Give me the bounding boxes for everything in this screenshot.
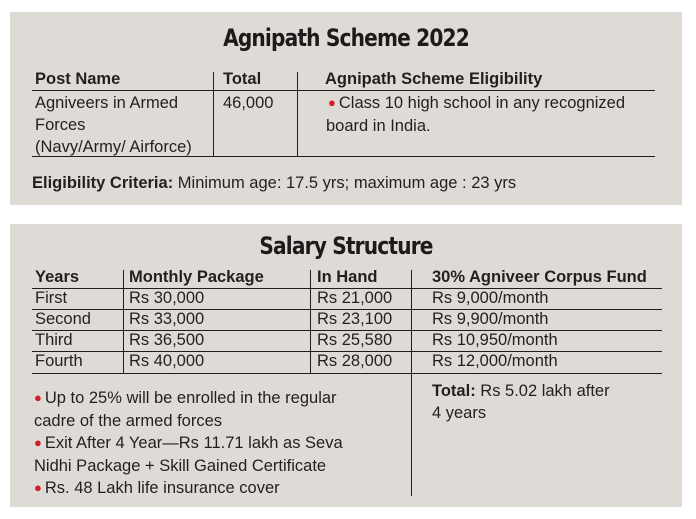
post-name-line: Forces [35, 116, 86, 134]
monthly-cell: Rs 40,000 [129, 352, 205, 370]
header-divider [32, 90, 655, 91]
inhand-cell: Rs 21,000 [317, 289, 393, 307]
salary-panel [10, 224, 682, 507]
eligibility-criteria [32, 172, 516, 194]
header-post-name: Post Name [35, 70, 121, 88]
header-years: Years [35, 268, 80, 286]
header-monthly-package: Monthly Package [129, 268, 264, 286]
corpus-cell: Rs 12,000/month [432, 352, 558, 370]
monthly-cell: Rs 33,000 [129, 310, 205, 328]
note-line: Exit After 4 Year—Rs 11.71 lakh as Seva [44, 434, 343, 452]
year-cell: Second [35, 310, 91, 328]
column-divider [297, 72, 298, 156]
criteria-text: Minimum age: 17.5 yrs; maximum age : 23 yrs [173, 174, 517, 192]
column-divider [213, 72, 214, 156]
table-bottom-line [32, 373, 662, 374]
scheme-title: Agnipath Scheme 2022 [223, 24, 469, 52]
corpus-cell: Rs 9,000/month [432, 289, 549, 307]
bullet-icon: ● [328, 95, 336, 110]
monthly-cell: Rs 30,000 [129, 289, 205, 307]
header-total: Total [223, 70, 262, 88]
year-cell: First [35, 289, 68, 307]
inhand-cell: Rs 23,100 [317, 310, 393, 328]
list-item [34, 387, 343, 410]
year-cell: Fourth [35, 352, 83, 370]
year-cell: Third [35, 331, 73, 349]
list-item [34, 432, 343, 455]
header-corpus-fund: 30% Agniveer Corpus Fund [432, 268, 647, 286]
header-in-hand: In Hand [317, 268, 378, 286]
header-eligibility: Agnipath Scheme Eligibility [325, 70, 543, 88]
total-line: Rs 5.02 lakh after [475, 382, 610, 400]
bullet-icon: ● [34, 390, 42, 405]
note-line: Up to 25% will be enrolled in the regular [44, 389, 337, 407]
scheme-panel [10, 12, 682, 205]
table-row [10, 288, 682, 309]
corpus-cell: Rs 9,900/month [432, 310, 549, 328]
eligibility-cell [328, 92, 625, 137]
total-summary [432, 380, 610, 424]
bullet-icon: ● [34, 480, 42, 495]
total-value: 46,000 [223, 94, 274, 112]
monthly-cell: Rs 36,500 [129, 331, 205, 349]
post-name-line: (Navy/Army/ Airforce) [35, 138, 192, 156]
total-line: 4 years [432, 404, 487, 422]
note-line: cadre of the armed forces [34, 412, 223, 430]
inhand-cell: Rs 25,580 [317, 331, 393, 349]
table-bottom-line [32, 156, 655, 157]
criteria-label: Eligibility Criteria: [32, 174, 174, 192]
table-row [10, 351, 682, 372]
note-line: Nidhi Package + Skill Gained Certificate [34, 457, 327, 475]
note-line: Rs. 48 Lakh life insurance cover [44, 479, 280, 497]
table-row [10, 330, 682, 351]
post-name-cell [35, 92, 192, 158]
corpus-cell: Rs 10,950/month [432, 331, 558, 349]
inhand-cell: Rs 28,000 [317, 352, 393, 370]
list-item [34, 477, 343, 500]
salary-title: Salary Structure [259, 232, 433, 260]
post-name-line: Agniveers in Armed [35, 94, 179, 112]
notes-list [34, 387, 343, 500]
bullet-icon: ● [34, 435, 42, 450]
eligibility-line: board in India. [326, 117, 431, 135]
table-row [10, 309, 682, 330]
eligibility-line: Class 10 high school in any recognized [338, 94, 626, 112]
total-label: Total: [432, 382, 476, 400]
